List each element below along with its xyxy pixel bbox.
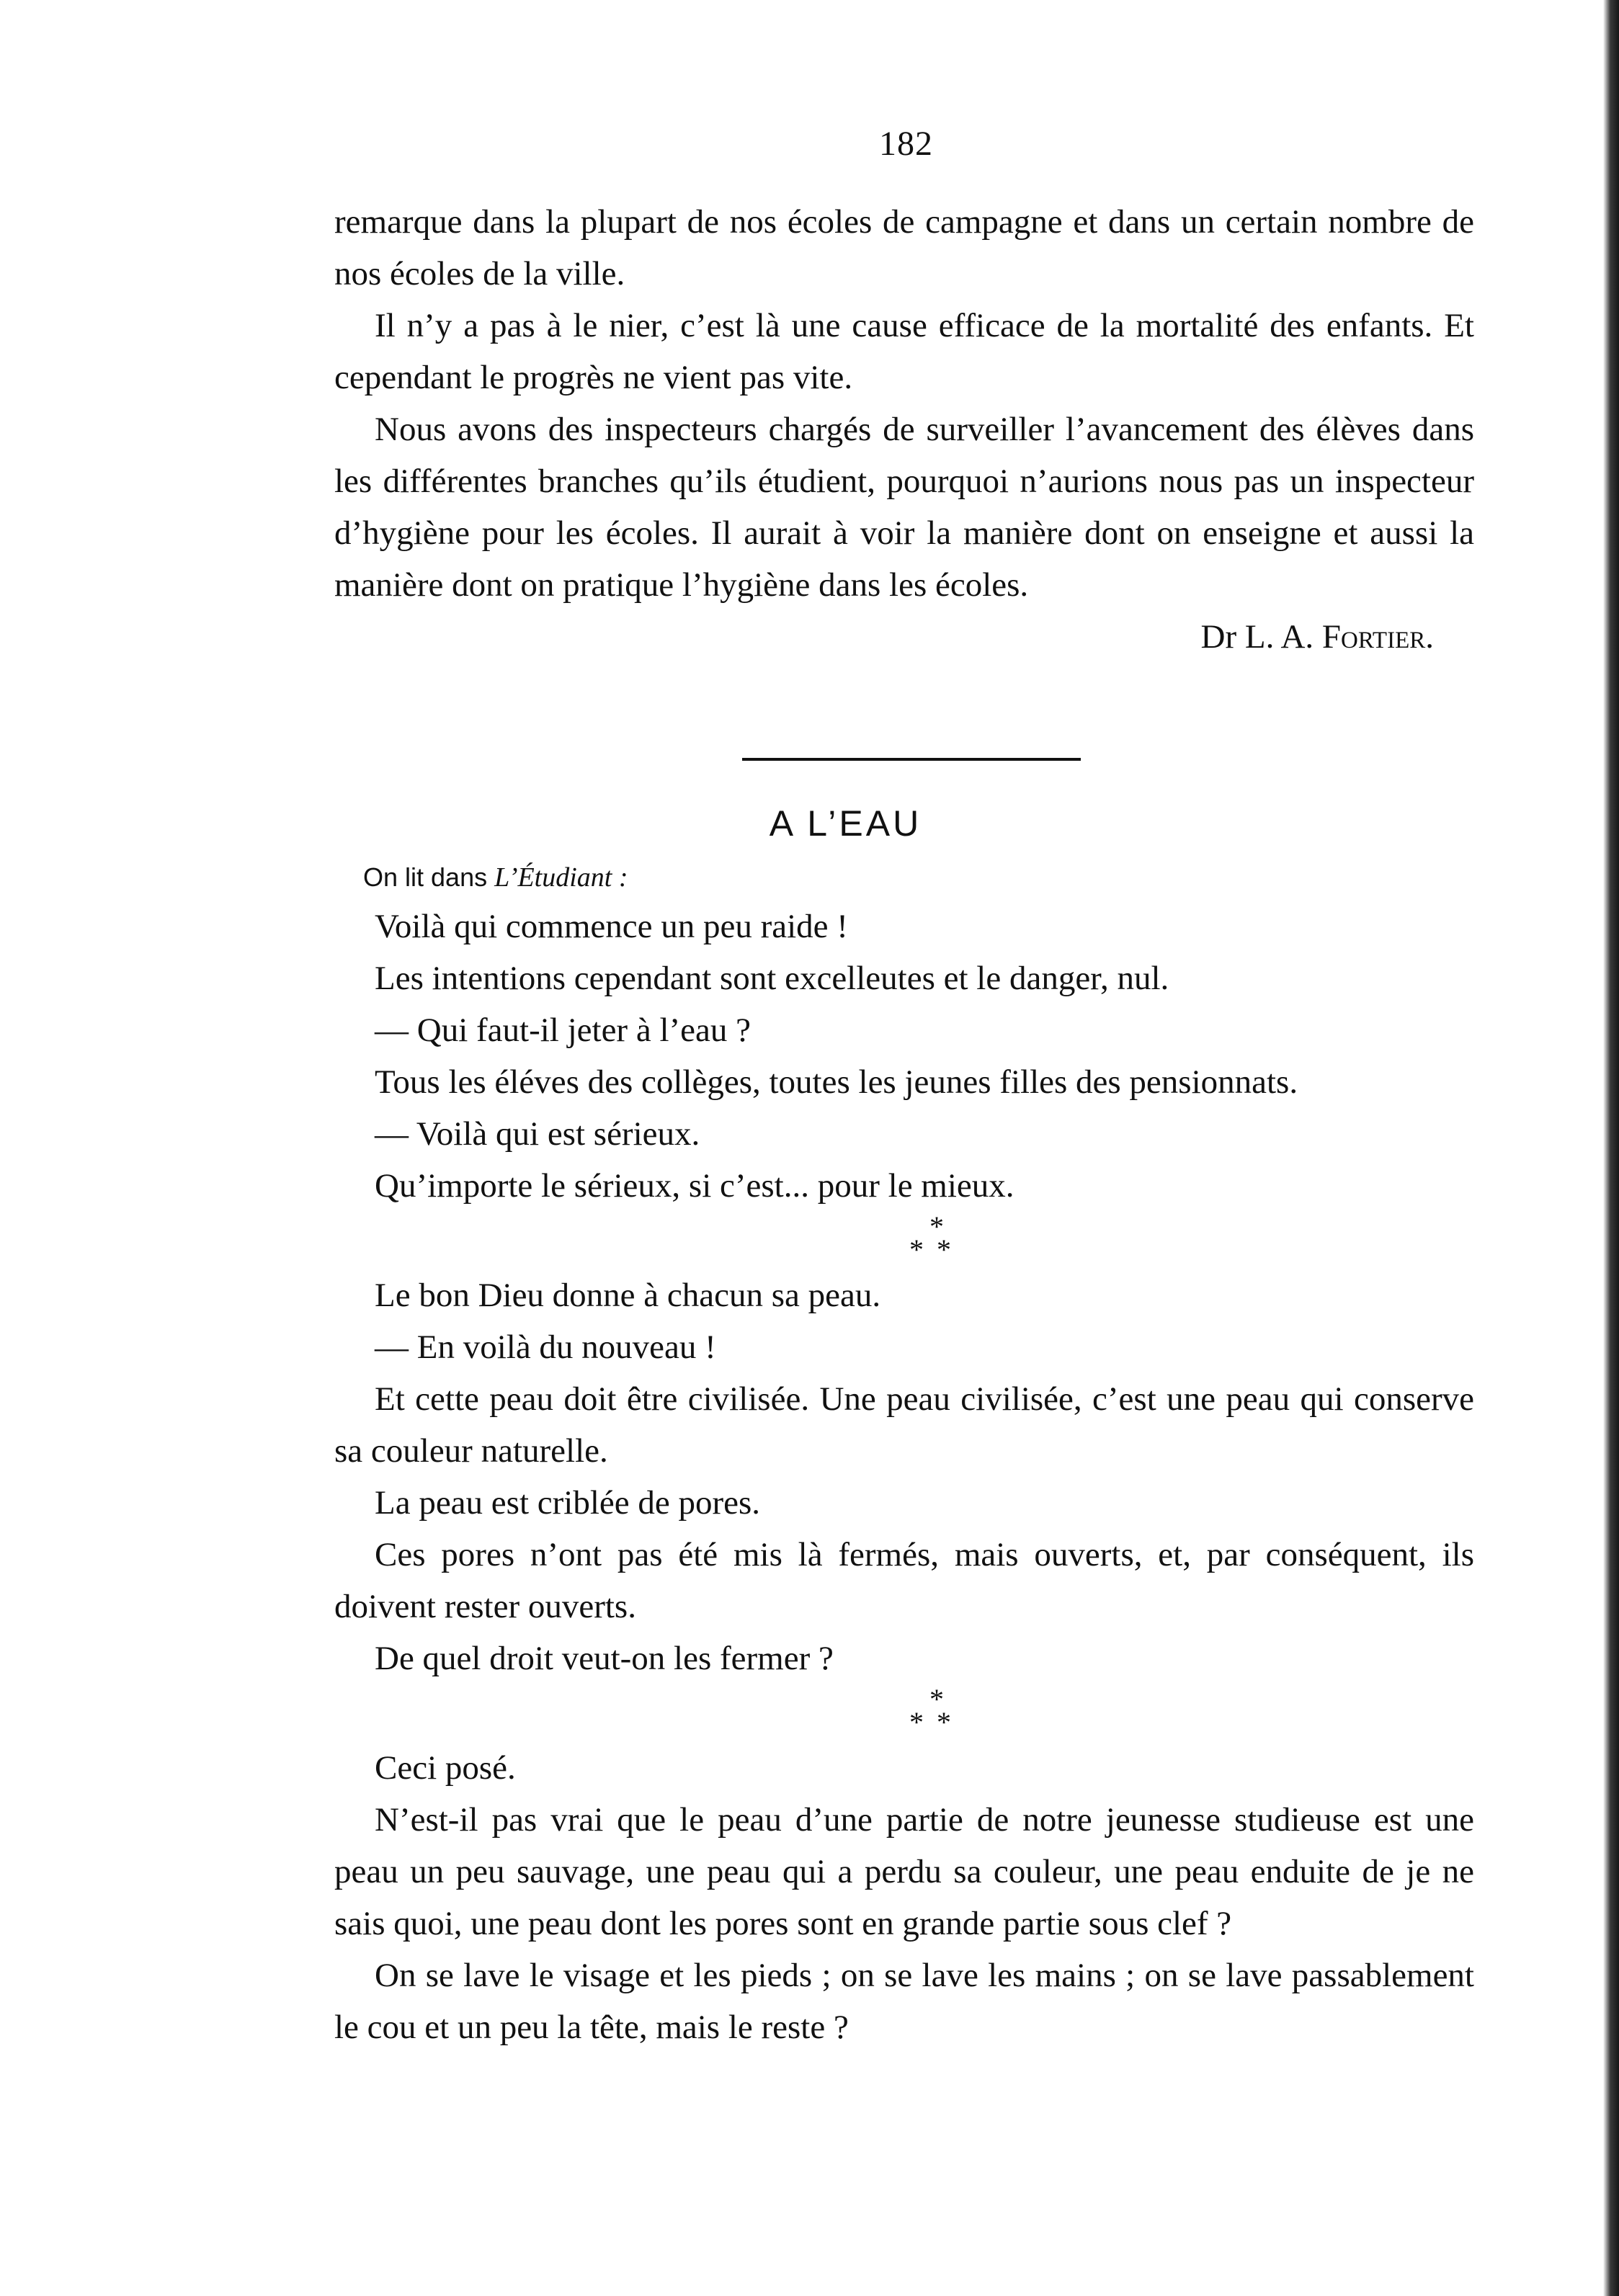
paragraph: Ceci posé. [375,1749,516,1787]
paragraph: On se lave le visage et les pieds ; on se lave les mains ; on se lave passablement le cou et un peu la tête, mais le reste ? [334,1957,1474,2046]
paragraph: N’est-il pas vrai que le peau d’une partie de notre jeunesse studieuse est une peau un peu sauvage, une peau qui a perdu sa couleur, une peau enduite de je ne sais quoi, une peau dont les pores sont en grande partie sous clef ? [334,1801,1474,1942]
paragraph: La peau est criblée de pores. [375,1484,761,1522]
paragraph: Voilà qui commence un peu raide ! [375,908,848,945]
article-title: A L’EAU [769,803,922,844]
asterism-top: * [929,1210,944,1243]
paragraph: De quel droit veut-on les fermer ? [375,1640,834,1677]
asterism-top: * [929,1683,944,1715]
paragraph: Et cette peau doit être civilisée. Une peau civilisée, c’est une peau qui conserve sa couleur naturelle. [334,1380,1474,1470]
author-signature [334,611,1474,663]
asterism-bottom: ** [909,1706,964,1738]
paragraph: remarque dans la plupart de nos écoles de campagne et dans un certain nombre de nos écoles de la ville. [334,203,1474,292]
paragraph: Nous avons des inspecteurs chargés de surveiller l’avancement des élèves dans les différentes branches qu’ils étudient, pourquoi n’aurions nous pas un inspecteur d’hygiène pour les écoles. Il aurait à voir la manière dont on enseigne et aussi la manière dont on pratique l’hygiène dans les écoles. [334,411,1474,604]
paragraph: Le bon Dieu donne à chacun sa peau. [375,1277,881,1314]
page-number: 182 [879,125,933,163]
signature-name: Fortier. [1321,618,1434,656]
source-prefix: On lit dans [363,862,495,892]
asterism-bottom: ** [909,1233,964,1266]
asterism [334,1683,1474,1738]
paragraph: Tous les éléves des collèges, toutes les jeunes filles des pensionnats. [375,1063,1298,1101]
paragraph: — Voilà qui est sérieux. [375,1115,700,1153]
article-body [334,901,1474,2053]
section-divider [742,758,1081,761]
paragraph: — Qui faut-il jeter à l’eau ? [375,1011,751,1049]
paragraph: Ces pores n’ont pas été mis là fermés, mais ouverts, et, par conséquent, ils doivent rester ouverts. [334,1536,1474,1625]
paragraph: — En voilà du nouveau ! [375,1328,716,1366]
article-continuation [334,196,1474,663]
source-line [363,862,628,893]
paragraph: Les intentions cependant sont excelleutes et le danger, nul. [375,960,1169,997]
paragraph: Il n’y a pas à le nier, c’est là une cause efficace de la mortalité des enfants. Et cependant le progrès ne vient pas vite. [334,307,1474,396]
signature-prefix: Dr L. A. [1200,618,1322,656]
source-title: L’Étudiant : [494,862,628,893]
paragraph: Qu’importe le sérieux, si c’est... pour le mieux. [375,1167,1014,1205]
page-binding-edge [1603,0,1619,2296]
asterism [334,1210,1474,1266]
